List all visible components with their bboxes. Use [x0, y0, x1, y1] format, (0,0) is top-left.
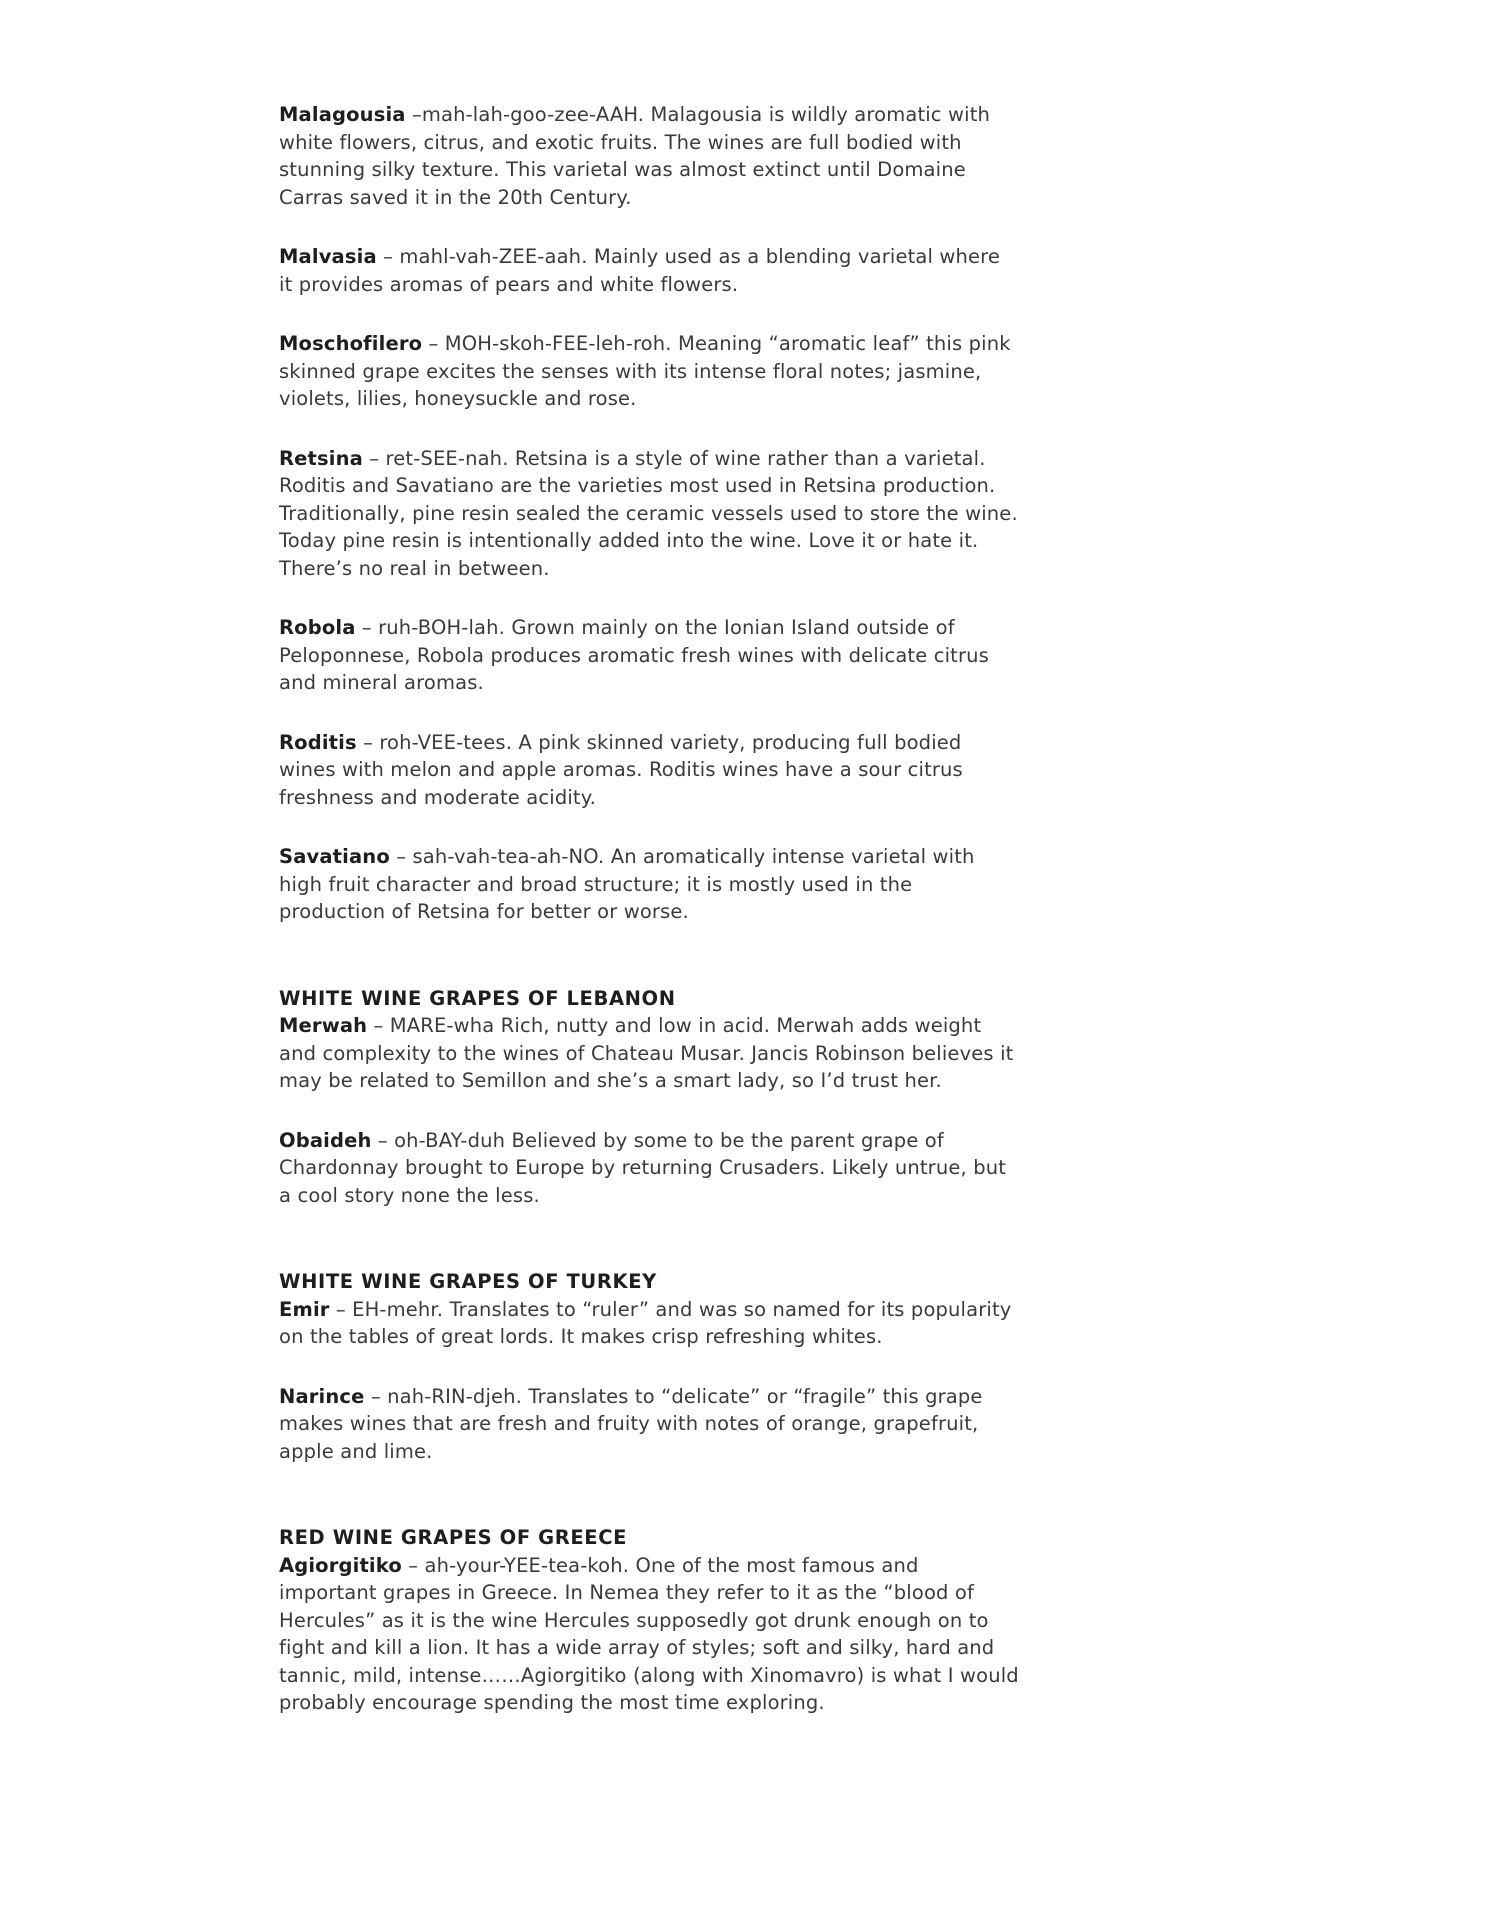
grape-name: Merwah: [279, 1014, 368, 1037]
grape-description: – roh-VEE-tees. A pink skinned variety, producing full bodied wines with melon and apple aromas. Roditis wines have a sour citrus freshness and moderate acidity.: [279, 730, 963, 809]
section-heading-greece-red: RED WINE GRAPES OF GREECE: [279, 1526, 628, 1549]
grape-name: Malvasia: [279, 245, 377, 268]
grape-description: – sah-vah-tea-ah-NO. An aromatically intense varietal with high fruit character and broad structure; it is mostly used in the production of Retsina for better or worse.: [279, 845, 975, 923]
grape-description: – EH-mehr. Translates to “ruler” and was so named for its popularity on the tables of great lords. It makes crisp refreshing whites.: [279, 1297, 1012, 1348]
grape-name: Retsina: [279, 446, 363, 470]
entry-narince: [279, 1383, 1019, 1466]
grape-name: Malagousia: [279, 103, 406, 126]
entry-merwah: [279, 1012, 1019, 1095]
grape-description: – MARE-wha Rich, nutty and low in acid. Merwah adds weight and complexity to the wines of Chateau Musar. Jancis Robinson believes it may be related to Semillon and she’s a smart lady, so I’d trust her.: [279, 1014, 1014, 1092]
entry-robola: [279, 614, 1019, 697]
grape-name: Obaideh: [279, 1128, 372, 1152]
grape-name: Savatiano: [279, 845, 390, 868]
grape-name: Emir: [279, 1297, 330, 1321]
entry-moschofilero: [279, 330, 1019, 413]
section-heading-lebanon: WHITE WINE GRAPES OF LEBANON: [279, 986, 676, 1010]
grape-description: – nah-RIN-djeh. Translates to “delicate” or “fragile” this grape makes wines that are fresh and fruity with notes of orange, grapefruit, apple and lime.: [279, 1384, 983, 1463]
grape-description: – MOH-skoh-FEE-leh-roh. Meaning “aromatic leaf” this pink skinned grape excites the senses with its intense floral notes; jasmine, violets, lilies, honeysuckle and rose.: [279, 332, 1011, 410]
entry-roditis: [279, 729, 1019, 812]
grape-name: Narince: [279, 1384, 365, 1408]
entry-malvasia: [279, 243, 1019, 298]
grape-name: Robola: [279, 616, 356, 639]
grape-description: – mahl-vah-ZEE-aah. Mainly used as a blending varietal where it provides aromas of pears and white flowers.: [279, 245, 1001, 296]
text-column: [279, 101, 1019, 1717]
entry-retsina: [279, 445, 1019, 583]
entry-savatiano: [279, 843, 1019, 926]
grape-name: Roditis: [279, 730, 357, 754]
grape-description: –mah-lah-goo-zee-AAH. Malagousia is wildly aromatic with white flowers, citrus, and exotic fruits. The wines are full bodied with stunning silky texture. This varietal was almost extinct until Domaine Carras saved it in the 20th Century.: [279, 103, 991, 209]
grape-name: Agiorgitiko: [279, 1553, 402, 1577]
entry-emir: [279, 1296, 1019, 1351]
section-heading-turkey: WHITE WINE GRAPES OF TURKEY: [279, 1270, 657, 1293]
entry-obaideh: [279, 1127, 1019, 1210]
grape-description: – oh-BAY-duh Believed by some to be the parent grape of Chardonnay brought to Europe by returning Crusaders. Likely untrue, but a cool story none the less.: [279, 1128, 1007, 1207]
grape-description: – ah-your-YEE-tea-koh. One of the most famous and important grapes in Greece. In Nemea they refer to it as the “blood of Hercules” as it is the wine Hercules supposedly got drunk enough on to fight and kill a lion. It has a wide array of styles; soft and silky, hard and tannic, mild, intense……Agiorgitiko (along with Xinomavro) is what I would probably encourage spending the most time exploring.: [279, 1553, 1019, 1714]
entry-agiorgitiko: [279, 1552, 1019, 1717]
grape-description: – ruh-BOH-lah. Grown mainly on the Ionian Island outside of Peloponnese, Robola produces aromatic fresh wines with delicate citrus and mineral aromas.: [279, 616, 989, 694]
grape-name: Moschofilero: [279, 332, 423, 355]
entry-malagousia: [279, 101, 1019, 211]
grape-description: – ret-SEE-nah. Retsina is a style of wine rather than a varietal. Roditis and Savatiano are the varieties most used in Retsina production. Traditionally, pine resin sealed the ceramic vessels used to store the wine. Today pine resin is intentionally added into the wine. Love it or hate it. There’s no real in between.: [279, 446, 1018, 580]
